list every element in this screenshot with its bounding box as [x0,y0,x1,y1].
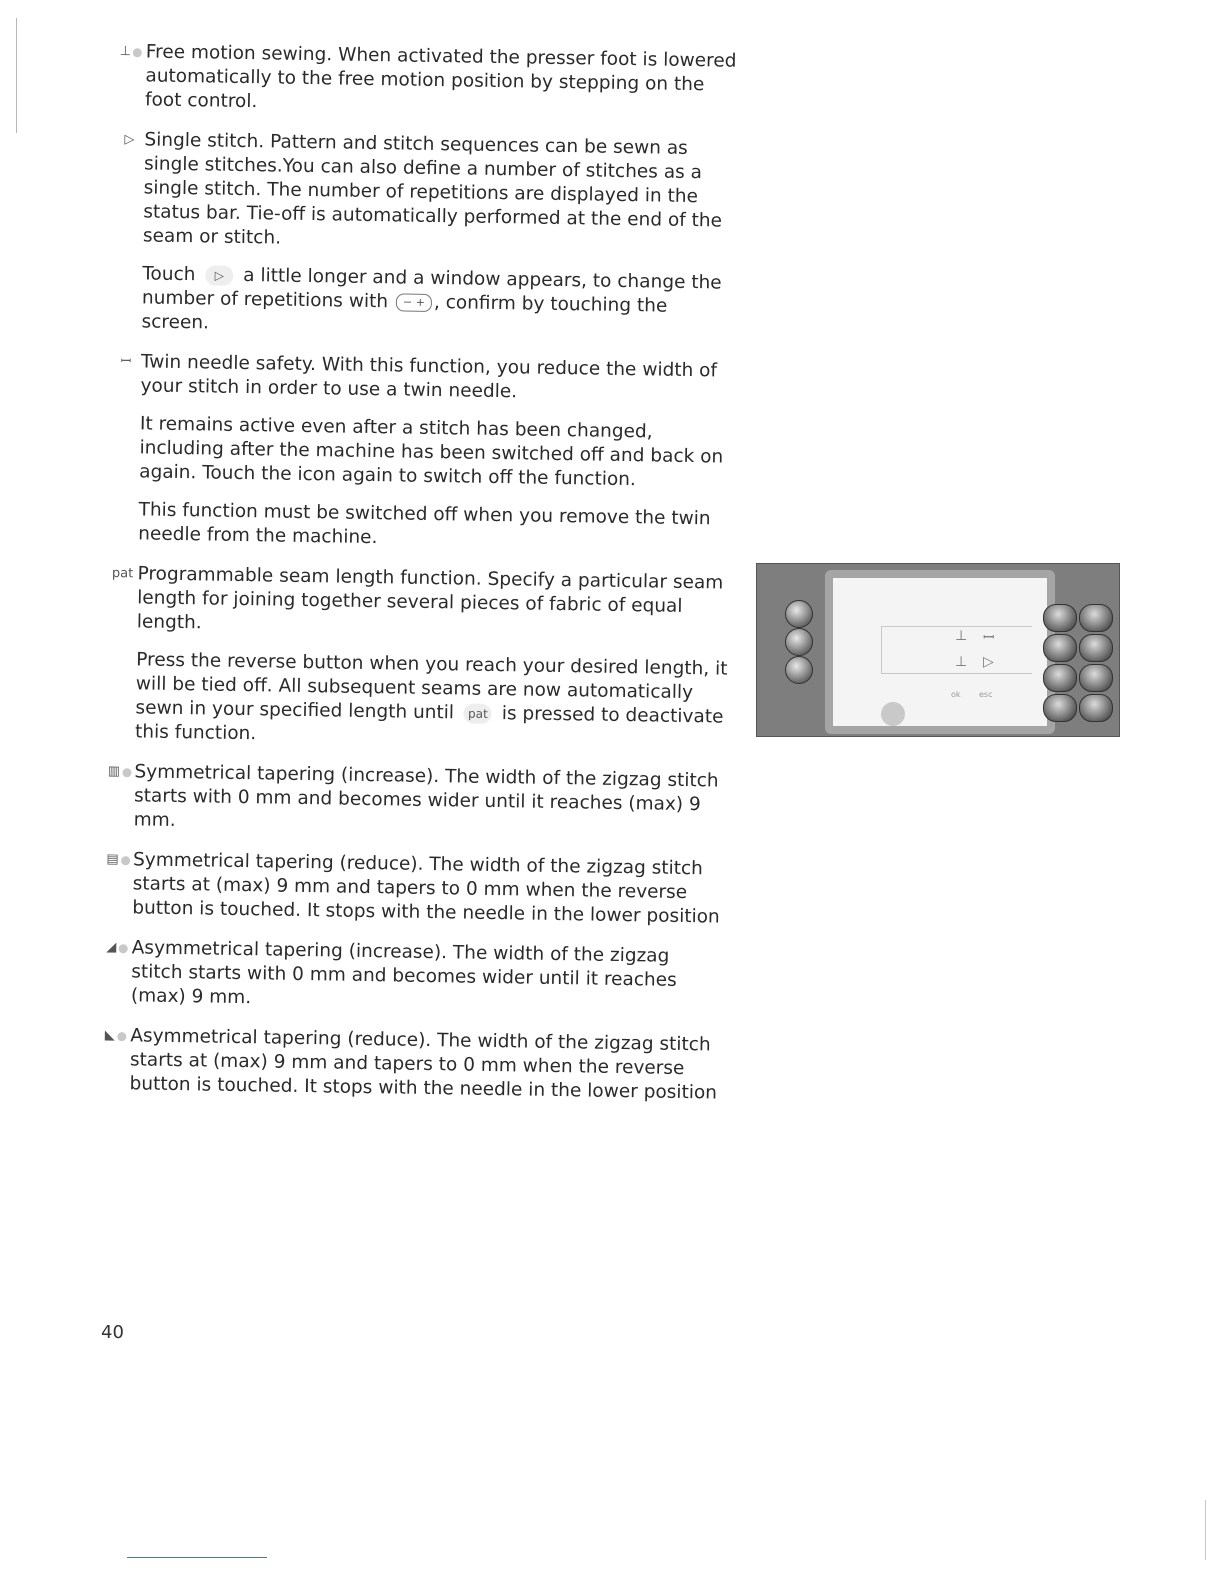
symmetric-reduce-text: Symmetrical tapering (reduce). The width of the zigzag stitch starts at (max) 9 mm and tapers to 0 mm when the reverse button is touched. It stops with the needle in the lower position [132,849,720,928]
item-symmetric-increase [106,760,727,842]
pat-text: Programmable seam length function. Specify a particular seam length for joining together several pieces of fabric of equal length. [136,563,724,634]
item-single-stitch [113,128,736,344]
panel-key-8 [1079,694,1113,722]
panel-key-3 [1043,634,1077,662]
symmetric-increase-icon: ▥ [106,761,132,783]
asymmetric-reduce-icon: ◣ [102,1025,128,1047]
free-motion-icon: ⊥ [118,41,144,63]
stepper-icon: − + [396,293,432,312]
single-stitch-inline-icon: ▷ [205,265,233,285]
pat-inline-icon: pat [464,704,492,724]
free-motion-text: Free motion sewing. When activated the presser foot is lowered automatically to the free motion position by stepping on the foot control. [144,41,737,113]
item-symmetric-reduce [104,848,725,930]
panel-screen [833,578,1047,726]
item-pat [107,562,730,754]
panel-key-4 [1079,634,1113,662]
symmetric-reduce-icon: ▤ [105,849,131,871]
panel-esc-label: esc [979,690,993,699]
single-stitch-text: Single stitch. Pattern and stitch sequences can be sewn as single stitches.You can also define a number of stitches as a single stitch. The number of repetitions are displayed in the status bar. Tie-off is automatically performed at the end of the seam or stitch. [142,129,723,249]
pat-press-text [135,648,728,753]
press-after: is pressed to deactivate this function. [134,703,724,745]
twin-needle-icon: ꟷ [120,354,132,370]
item-asymmetric-increase [103,936,724,1018]
scan-edge-right [1205,1500,1206,1560]
panel-knob-1 [785,600,813,628]
page-number: 40 [101,1322,124,1343]
panel-key-2 [1079,604,1113,632]
pat-icon: pat [111,565,134,582]
panel-ok-label: ok [951,690,961,699]
panel-twin-needle-icon: ꟷ [983,630,995,646]
touch-after: , confirm by touching the screen. [141,291,668,334]
panel-single-stitch-icon: ▷ [983,654,994,670]
panel-key-1 [1043,604,1077,632]
panel-round-button [881,702,905,726]
panel-key-6 [1079,664,1113,692]
machine-panel-illustration [756,563,1120,737]
scan-edge-left [16,18,17,133]
asymmetric-increase-text: Asymmetrical tapering (increase). The width of the zigzag stitch starts with 0 mm and becomes wider until it reaches (max) 9 mm. [130,937,677,1009]
item-asymmetric-reduce [101,1024,722,1106]
single-stitch-icon: ▷ [124,132,135,148]
twin-needle-text-2: It remains active even after a stitch has been changed, including after the machine has been switched off and back on again. Touch the icon again to switch off the function. [139,413,724,491]
manual-text-column [101,40,738,1122]
symmetric-increase-text: Symmetrical tapering (increase). The width of the zigzag stitch starts with 0 mm and becomes wider until it reaches (max) 9 mm. [133,761,719,832]
panel-key-7 [1043,694,1077,722]
panel-free-motion-icon: ⊥ [955,628,968,644]
asymmetric-increase-icon: ◢ [104,937,130,959]
single-stitch-touch-text [141,262,734,343]
bottom-rule [127,1557,267,1558]
touch-middle: a little longer and a window appears, to change the number of repetitions with [141,264,722,313]
twin-needle-text-3: This function must be switched off when you remove the twin needle from the machine. [138,499,711,549]
twin-needle-text-1: Twin needle safety. With this function, you reduce the width of your stitch in order to use a twin needle. [140,351,718,403]
item-free-motion [117,40,738,122]
panel-knob-2 [785,628,813,656]
touch-before: Touch [142,263,196,286]
item-twin-needle [110,350,733,556]
press-before: Press the reverse button when you reach your desired length, it will be tied off. All subsequent seams are now automatically sewn in your specified length until [135,649,728,724]
panel-stitch-icon: ⊥ [955,654,968,670]
panel-knob-3 [785,656,813,684]
panel-key-5 [1043,664,1077,692]
asymmetric-reduce-text: Asymmetrical tapering (reduce). The width of the zigzag stitch starts at (max) 9 mm and tapers to 0 mm when the reverse button is touched. It stops with the needle in the lower position [129,1025,718,1104]
panel-screen-frame [825,570,1055,734]
